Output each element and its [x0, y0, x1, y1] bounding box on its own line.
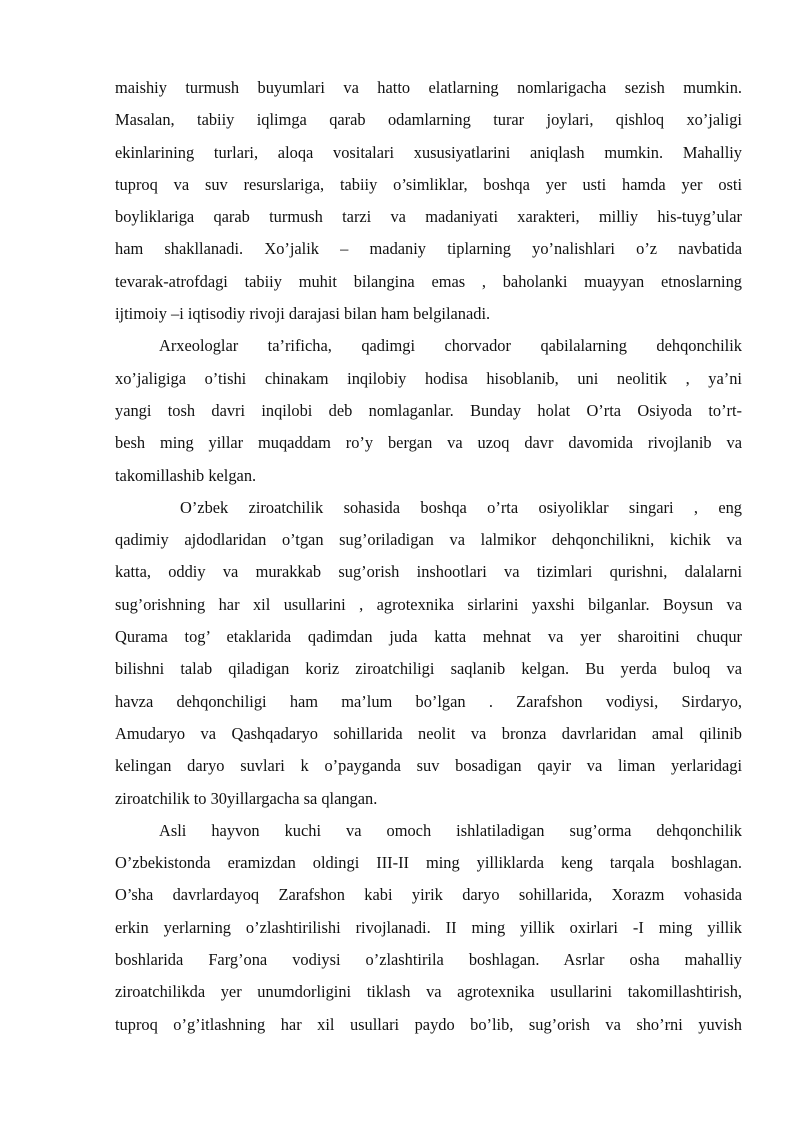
- text-line: tuproq va suv resurslariga, tabiiy o’simliklar, boshqa yer usti hamda yer osti: [115, 174, 742, 194]
- text-line: maishiy turmush buyumlari va hatto elatlarning nomlarigacha sezish mumkin.: [115, 78, 742, 97]
- text-line: besh ming yillar muqaddam ro’y bergan va uzoq davr davomida rivojlanib va: [115, 433, 742, 453]
- text-line: sug’orishning har xil usullarini , agrotexnika sirlarini yaxshi bilganlar. Boysun va: [115, 594, 742, 614]
- text-line: kelingan daryo suvlari k o’payganda suv bosadigan qayir va liman yerlaridagi: [115, 756, 742, 776]
- text-line: Masalan, tabiiy iqlimga qarab odamlarning turar joylari, qishloq xo’jaligi: [115, 110, 742, 130]
- text-line: katta, oddiy va murakkab sug’orish inshootlari va tizimlari qurishni, dalalarni: [115, 562, 742, 582]
- text-line: bilishni talab qiladigan koriz ziroatchiligi saqlanib kelgan. Bu yerda buloq va: [115, 659, 742, 679]
- text-line: erkin yerlarning o’zlashtirilishi rivojlanadi. II ming yillik oxirlari -I ming yillik: [115, 917, 742, 937]
- paragraph: [115, 330, 742, 491]
- text-line: Asli hayvon kuchi va omoch ishlatiladigan sug’orma dehqonchilik: [159, 820, 742, 840]
- text-line: ijtimoiy –i iqtisodiy rivoji darajasi bilan ham belgilanadi.: [115, 304, 491, 324]
- text-line: tuproq o’g’itlashning har xil usullari paydo bo’lib, sug’orish va sho’rni yuvish: [115, 1014, 742, 1034]
- text-line: Amudaryo va Qashqadaryo sohillarida neolit va bronza davrlaridan amal qilinib: [115, 723, 742, 743]
- text-line: tevarak-atrofdagi tabiiy muhit bilangina emas , baholanki muayyan etnoslarning: [115, 271, 742, 291]
- text-line: Qurama tog’ etaklarida qadimdan juda katta mehnat va yer sharoitini chuqur: [115, 627, 742, 647]
- text-line: O’sha davrlardayoq Zarafshon kabi yirik daryo sohillarida, Xorazm vohasida: [115, 885, 742, 905]
- text-line: takomillashib kelgan.: [115, 465, 257, 485]
- text-line: boshlarida Farg’ona vodiysi o’zlashtirila boshlagan. Asrlar osha mahalliy: [115, 950, 742, 970]
- paragraph: [115, 492, 742, 815]
- paragraph: [115, 72, 742, 330]
- text-line: xo’jaligiga o’tishi chinakam inqilobiy hodisa hisoblanib, uni neolitik , ya’ni: [115, 368, 742, 388]
- text-line: boyliklariga qarab turmush tarzi va madaniyati xarakteri, milliy his-tuyg’ular: [115, 207, 742, 227]
- document-page: [115, 72, 742, 1041]
- text-line: O’zbek ziroatchilik sohasida boshqa o’rta osiyoliklar singari , eng: [180, 497, 742, 517]
- text-line: qadimiy ajdodlaridan o’tgan sug’oriladigan va lalmikor dehqonchilikni, kichik va: [115, 530, 742, 550]
- text-line: ziroatchilikda yer unumdorligini tiklash va agrotexnika usullarini takomillashtirish,: [115, 982, 742, 1002]
- text-line: ekinlarining turlari, aloqa vositalari xususiyatlarini aniqlash mumkin. Mahalliy: [115, 142, 742, 162]
- text-line: O’zbekistonda eramizdan oldingi III-II ming yilliklarda keng tarqala boshlagan.: [115, 853, 742, 873]
- text-line: ham shakllanadi. Xo’jalik – madaniy tiplarning yo’nalishlari o’z navbatida: [115, 239, 742, 259]
- text-line: Arxeologlar ta’rificha, qadimgi chorvador qabilalarning dehqonchilik: [159, 336, 742, 356]
- text-line: ziroatchilik to 30yillargacha sa qlangan.: [115, 788, 378, 808]
- text-line: havza dehqonchiligi ham ma’lum bo’lgan . Zarafshon vodiysi, Sirdaryo,: [115, 691, 742, 711]
- paragraph: [115, 815, 742, 1041]
- text-line: yangi tosh davri inqilobi deb nomlaganlar. Bunday holat O’rta Osiyoda to’rt-: [115, 400, 742, 420]
